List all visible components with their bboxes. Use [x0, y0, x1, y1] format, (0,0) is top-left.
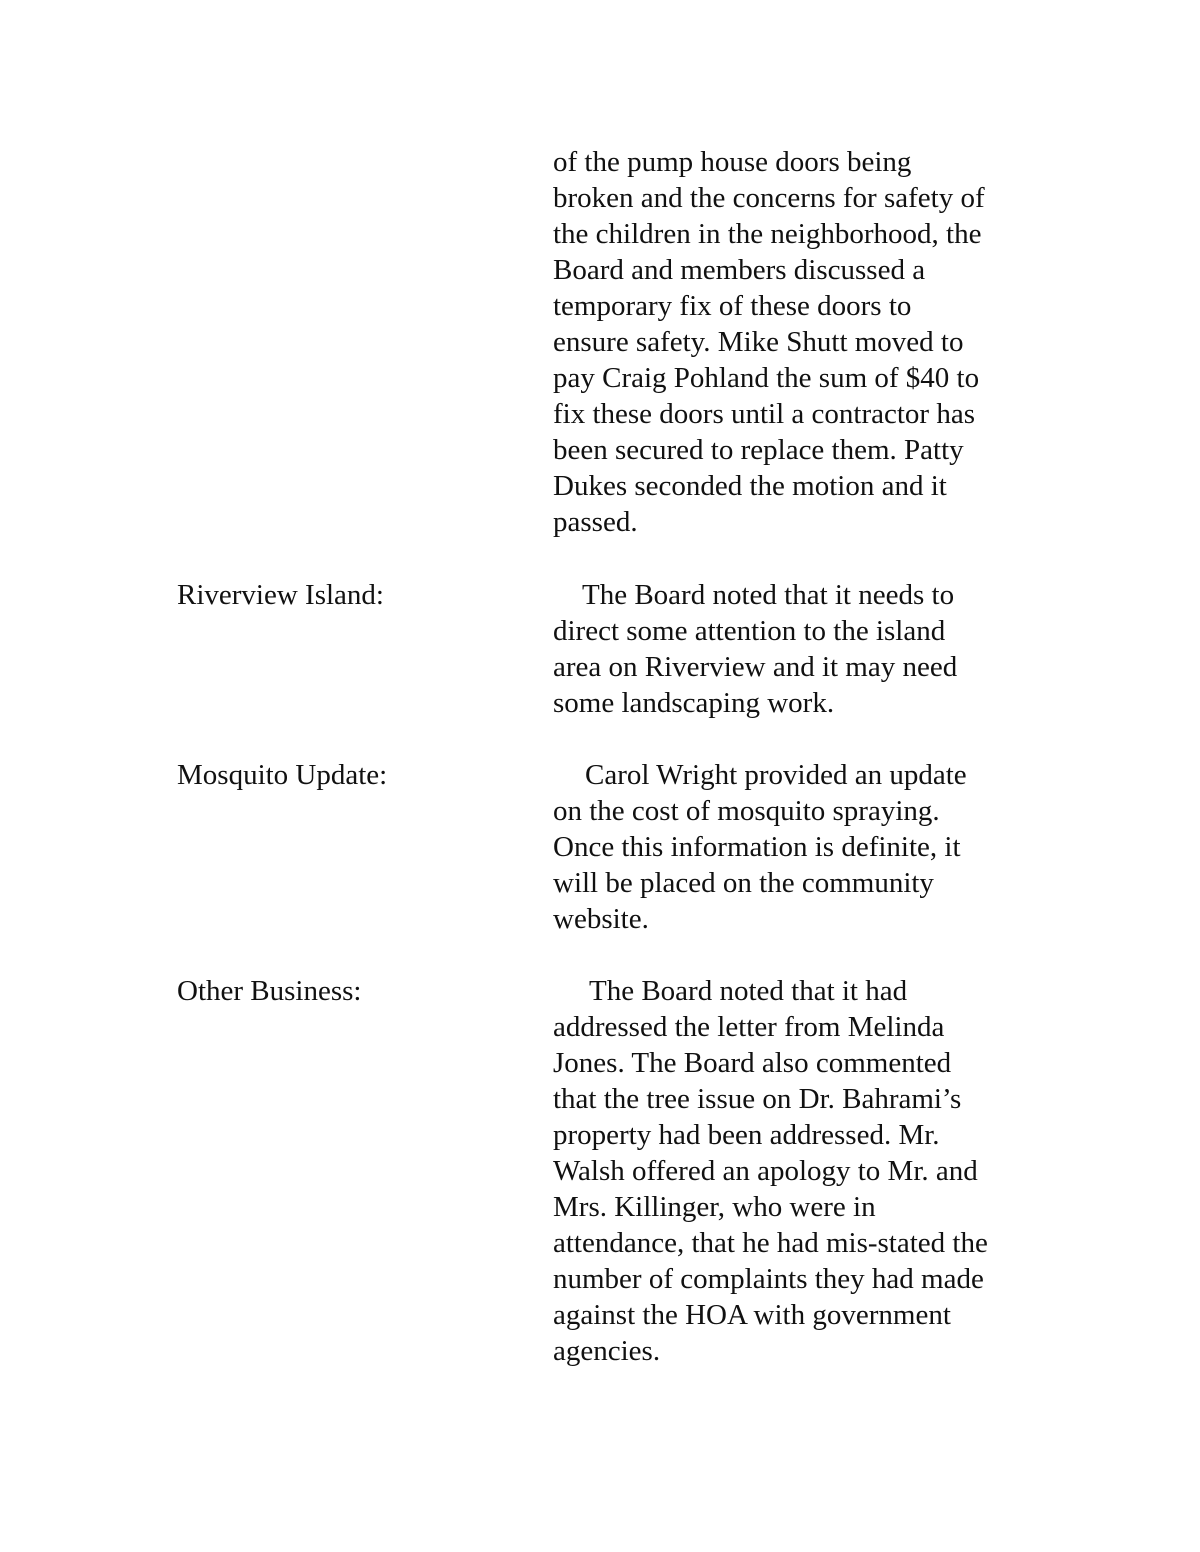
paragraph-line: Walsh offered an apology to Mr. and	[553, 1155, 978, 1187]
paragraph-line: agencies.	[553, 1335, 661, 1367]
paragraph-line: area on Riverview and it may need	[553, 651, 958, 683]
section-label: Other Business:	[177, 975, 362, 1007]
paragraph-line: pay Craig Pohland the sum of $40 to	[553, 362, 980, 394]
paragraph-line: broken and the concerns for safety of	[553, 182, 985, 214]
paragraph-line: The Board noted that it had	[589, 975, 908, 1007]
paragraph-line: The Board noted that it needs to	[582, 579, 955, 611]
section-label: Riverview Island:	[177, 579, 384, 611]
paragraph-line: Mrs. Killinger, who were in	[553, 1191, 876, 1223]
paragraph-line: on the cost of mosquito spraying.	[553, 795, 940, 827]
paragraph-line: Jones. The Board also commented	[553, 1047, 952, 1079]
paragraph-line: against the HOA with government	[553, 1299, 951, 1331]
paragraph-line: passed.	[553, 506, 638, 538]
paragraph-line: Carol Wright provided an update	[585, 759, 967, 791]
paragraph-line: will be placed on the community	[553, 867, 934, 899]
paragraph-line: temporary fix of these doors to	[553, 290, 912, 322]
paragraph-line: that the tree issue on Dr. Bahrami’s	[553, 1083, 962, 1115]
paragraph-line: some landscaping work.	[553, 687, 835, 719]
paragraph-line: Board and members discussed a	[553, 254, 926, 286]
paragraph-line: attendance, that he had mis-stated the	[553, 1227, 988, 1259]
section-label: Mosquito Update:	[177, 759, 388, 791]
paragraph-line: ensure safety. Mike Shutt moved to	[553, 326, 964, 358]
paragraph-line: Dukes seconded the motion and it	[553, 470, 947, 502]
paragraph-line: property had been addressed. Mr.	[553, 1119, 940, 1151]
paragraph-line: fix these doors until a contractor has	[553, 398, 975, 430]
paragraph-line: number of complaints they had made	[553, 1263, 984, 1295]
paragraph-line: of the pump house doors being	[553, 146, 912, 178]
paragraph-line: the children in the neighborhood, the	[553, 218, 982, 250]
paragraph-line: addressed the letter from Melinda	[553, 1011, 945, 1043]
paragraph-line: website.	[553, 903, 649, 935]
paragraph-line: Once this information is definite, it	[553, 831, 961, 863]
paragraph-line: direct some attention to the island	[553, 615, 946, 647]
paragraph-line: been secured to replace them. Patty	[553, 434, 964, 466]
